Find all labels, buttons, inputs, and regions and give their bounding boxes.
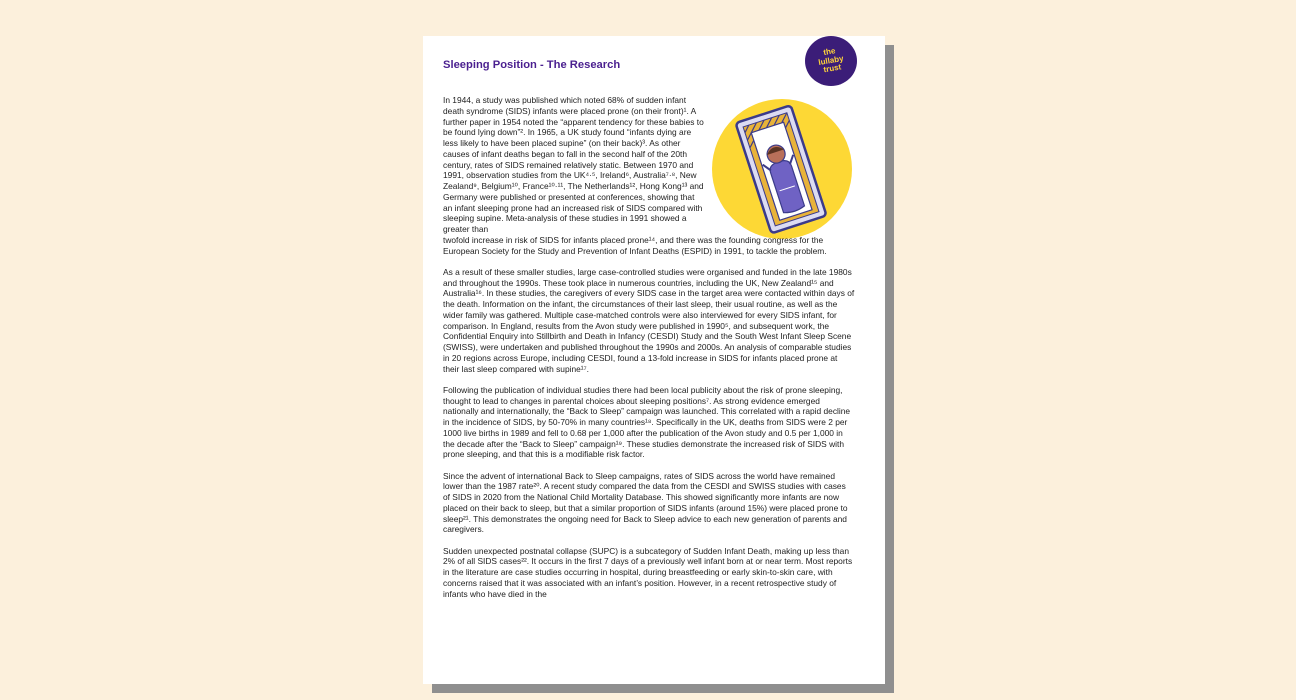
paragraph-1 [443, 95, 855, 256]
paragraph-1-wrapped: In 1944, a study was published which noted 68% of sudden infant death syndrome (SIDS) infants were placed prone (on their front)¹. A further paper in 1954 noted the “apparent tendency for these babies to be found lying down”². In 1965, a UK study found “infants dying are less likely to have been placed supine” (on their back)³. As other causes of infant deaths began to fall in the second half of the 20th century, rates of SIDS remained relatively static. Between 1970 and 1991, observation studies from the UK⁴·⁵, Ireland⁶, Australia⁷·⁸, New Zealand⁹, Belgium¹⁰, France¹⁰·¹¹, The Netherlands¹², Hong Kong¹³ and Germany were published or presented at conferences, showing that an infant sleeping prone had an increased risk of SIDS compared with sleeping supine. Meta-analysis of these studies in 1991 showed a greater than [443, 95, 704, 234]
paragraph-1-full-width: twofold increase in risk of SIDS for infants placed prone¹⁴, and there was the founding congress for the European Society for the Study and Prevention of Infant Deaths (ESPID) in 1991, to tackle the problem. [443, 234, 827, 256]
paragraph-4: Since the advent of international Back to Sleep campaigns, rates of SIDS across the world have remained lower than the 1987 rate²⁰. A recent study compared the data from the CESDI and SWISS studies with cases of SIDS in 2020 from the National Child Mortality Database. This showed significantly more infants are now placed on their back to sleep, but that a similar proportion of SIDS infants (around 15%) were placed prone to sleep²¹. This demonstrates the ongoing need for Back to Sleep advice to each new generation of parents and caregivers. [443, 470, 848, 535]
paragraph-2: As a result of these smaller studies, large case-controlled studies were organised and funded in the late 1980s and throughout the 1990s. These took place in numerous countries, including the UK, New Zealand¹⁵ and Australia¹⁶. In these studies, the caregivers of every SIDS case in the target area were contacted within days of the death. Information on the infant, the circumstances of their last sleep, their usual routine, as well as the wider family was gathered. Multiple case-matched controls were also interviewed for every SIDS infant, for comparison. In England, results from the Avon study were published in 1990⁵, and subsequent work, the Confidential Enquiry into Stillbirth and Death in Infancy (CESDI) Study and the South West Infant Sleep Scene (SWISS), were undertaken and published throughout the 1990s and 2000s. An analysis of comparable studies in 20 regions across Europe, including CESDI, found a 13-fold increase in SIDS for infants placed prone at their last sleep compared with supine¹⁷. [443, 266, 855, 374]
logo-text: the lullaby trust [817, 46, 845, 75]
paragraph-3: Following the publication of individual studies there had been local publicity about the risk of prone sleeping, thought to lead to changes in parental choices about sleeping positions⁷. As strong evidence emerged nationally and internationally, the “Back to Sleep” campaign was launched. This correlated with a rapid decline in the incidence of SIDS, by 50-70% in many countries¹⁸. Specifically in the UK, deaths from SIDS were 2 per 1000 live births in 1989 and fell to 0.68 per 1,000 after the publication of the Avon study and 0.5 per 1,000 in the decade after the “Back to Sleep” campaign¹⁹. These studies demonstrate the increased risk of SIDS with prone sleeping, and that this is a modifiable risk factor. [443, 384, 851, 460]
body-text [443, 95, 855, 610]
paragraph-5: Sudden unexpected postnatal collapse (SUPC) is a subcategory of Sudden Infant Death, making up less than 2% of all SIDS cases²². It occurs in the first 7 days of a previously well infant born at or near term. Most reports in the literature are case studies occurring in hospital, during breastfeeding or early skin-to-skin care, with concerns raised that it was associated with an infant’s position. However, in a recent retrospective study of infants who have died in the [443, 545, 853, 599]
document-page [423, 36, 885, 684]
page-title: Sleeping Position - The Research [443, 59, 621, 71]
lullaby-trust-logo [805, 36, 857, 86]
